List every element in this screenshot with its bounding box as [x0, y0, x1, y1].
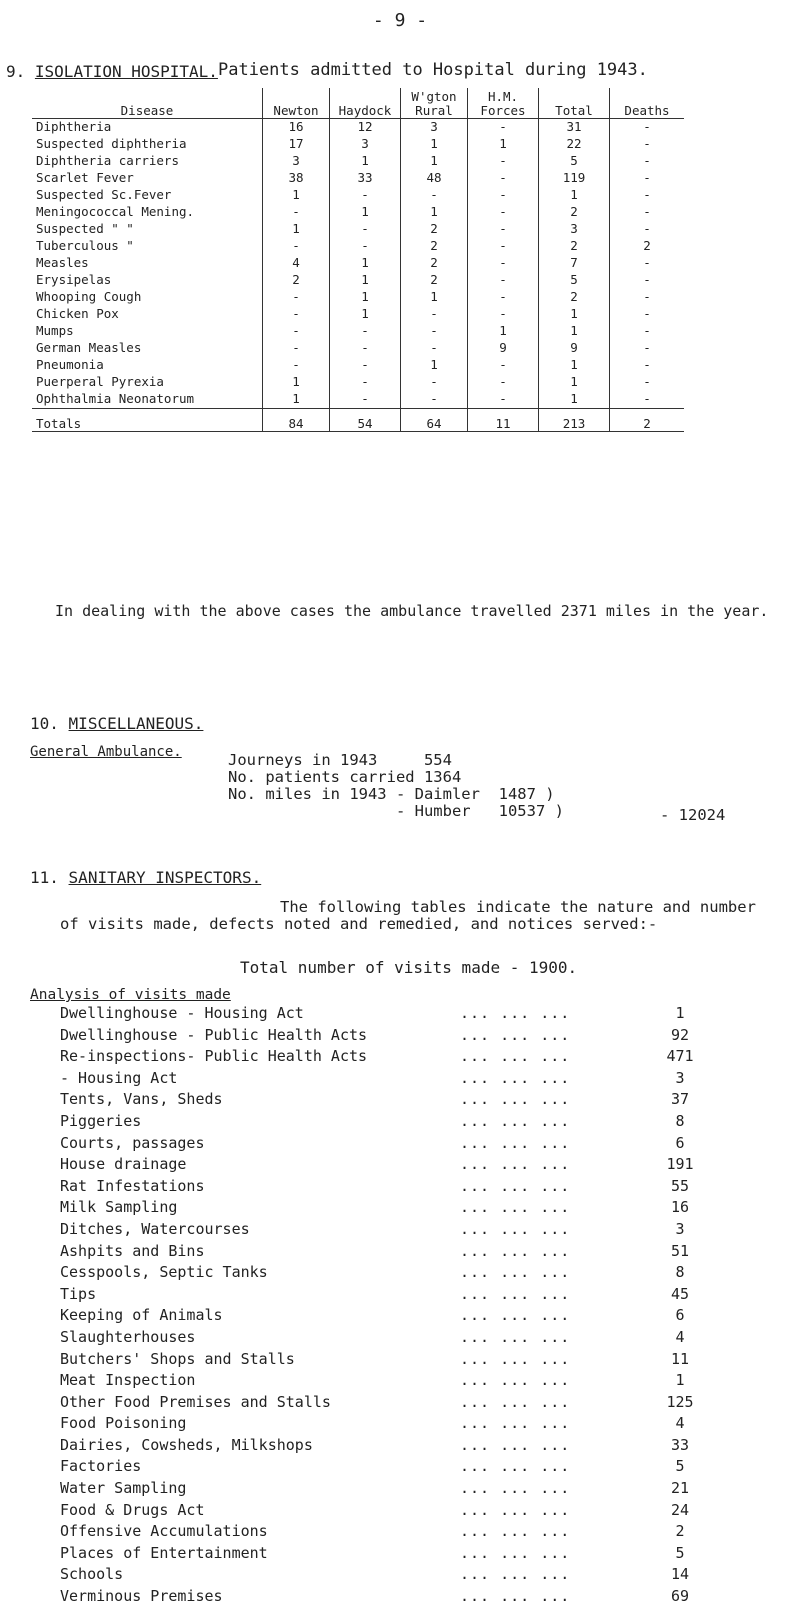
disease-cell: Chicken Pox [36, 306, 119, 321]
miles-humber-line: - Humber 10537 ) [228, 802, 564, 820]
section-title: ISOLATION HOSPITAL. [34, 62, 218, 81]
visit-row [60, 1262, 760, 1284]
leader-dots: ... ... ... [460, 1284, 571, 1303]
section-number: 11. [30, 868, 59, 887]
count-cell: - [468, 391, 539, 409]
visit-label: Meat Inspection [60, 1371, 196, 1390]
count-cell: 1 [263, 374, 330, 391]
count-cell: 1 [330, 255, 401, 272]
leader-dots: ... ... ... [460, 1263, 571, 1282]
count-cell: - [330, 323, 401, 340]
visit-count: 21 [670, 1479, 690, 1498]
count-cell: 1 [330, 289, 401, 306]
visit-row [60, 1176, 760, 1198]
table-row [32, 136, 684, 153]
count-cell: - [263, 340, 330, 357]
visit-row [60, 1089, 760, 1111]
count-cell: 22 [539, 136, 610, 153]
leader-dots: ... ... ... [460, 1090, 571, 1109]
count-cell: - [330, 340, 401, 357]
leader-dots: ... ... ... [460, 1587, 571, 1606]
visit-count: 471 [666, 1047, 694, 1066]
leader-dots: ... ... ... [460, 1068, 571, 1087]
visit-label: Milk Sampling [60, 1198, 178, 1217]
count-cell: - [468, 357, 539, 374]
count-cell: - [263, 357, 330, 374]
visit-label: Offensive Accumulations [60, 1522, 268, 1541]
disease-cell: Scarlet Fever [36, 170, 134, 185]
count-cell: 1 [401, 136, 468, 153]
section-number: 10. [30, 714, 59, 733]
patients-line: No. patients carried 1364 [228, 768, 462, 786]
visit-row [60, 1133, 760, 1155]
disease-cell: Suspected " " [36, 221, 134, 236]
count-cell: 1 [330, 204, 401, 221]
count-cell: - [610, 204, 685, 221]
leader-dots: ... ... ... [460, 1479, 571, 1498]
count-cell: 33 [330, 170, 401, 187]
visit-label: Slaughterhouses [60, 1327, 196, 1346]
count-cell: 1 [263, 391, 330, 409]
count-cell: - [263, 289, 330, 306]
visit-label: Other Food Premises and Stalls [60, 1392, 331, 1411]
visit-label: Factories [60, 1457, 142, 1476]
count-cell: - [401, 323, 468, 340]
count-cell: 38 [263, 170, 330, 187]
count-cell: - [263, 204, 330, 221]
count-cell: 2 [539, 204, 610, 221]
total-visits: Total number of visits made - 1900. [240, 958, 578, 977]
miles-total [660, 806, 725, 824]
visit-row [60, 1327, 760, 1349]
visit-label: Ashpits and Bins [60, 1241, 205, 1260]
count-cell: - [401, 374, 468, 391]
count-cell: 17 [263, 136, 330, 153]
visit-count: 8 [675, 1263, 685, 1282]
leader-dots: ... ... ... [460, 1543, 571, 1562]
visit-count: 8 [675, 1111, 685, 1130]
count-cell: 119 [539, 170, 610, 187]
count-cell: 31 [539, 119, 610, 137]
visit-label: Piggeries [60, 1111, 142, 1130]
count-cell: 1 [539, 323, 610, 340]
count-cell: 1 [468, 323, 539, 340]
count-cell: 1 [539, 306, 610, 323]
visit-row [60, 1413, 760, 1435]
disease-cell: Meningococcal Mening. [36, 204, 195, 219]
count-cell: 1 [539, 357, 610, 374]
table-row [32, 340, 684, 357]
leader-dots: ... ... ... [460, 1349, 571, 1368]
disease-cell: Diphtheria carriers [36, 153, 179, 168]
visit-label: Verminous Premises [60, 1587, 223, 1606]
count-cell: 2 [539, 289, 610, 306]
visit-label: Tents, Vans, Sheds [60, 1090, 223, 1109]
count-cell: 2 [610, 409, 685, 432]
count-cell: - [610, 306, 685, 323]
section-title: MISCELLANEOUS. [68, 714, 204, 733]
count-cell: - [468, 153, 539, 170]
journeys-line: Journeys in 1943 554 [228, 751, 452, 769]
visit-count: 1 [675, 1371, 685, 1390]
leader-dots: ... ... ... [460, 1133, 571, 1152]
count-cell: 48 [401, 170, 468, 187]
leader-dots: ... ... ... [460, 1371, 571, 1390]
visit-count: 55 [670, 1176, 690, 1195]
count-cell: - [610, 323, 685, 340]
miles-total-value: 12024 [678, 806, 726, 824]
visit-label: Cesspools, Septic Tanks [60, 1263, 268, 1282]
disease-cell: Erysipelas [36, 272, 112, 287]
admissions-body [32, 119, 684, 432]
visit-row [60, 1349, 760, 1371]
col-header-newton: Newton [263, 88, 330, 119]
count-cell: 7 [539, 255, 610, 272]
count-cell: 1 [539, 187, 610, 204]
table-row [32, 204, 684, 221]
general-ambulance-label: General Ambulance. [30, 744, 182, 760]
count-cell: - [468, 238, 539, 255]
count-cell: 1 [539, 374, 610, 391]
visit-row [60, 1521, 760, 1543]
count-cell: 1 [263, 221, 330, 238]
count-cell: - [610, 187, 685, 204]
count-cell: 2 [401, 238, 468, 255]
count-cell: - [401, 306, 468, 323]
visit-row [60, 1435, 760, 1457]
visits-list [60, 1003, 760, 1608]
count-cell: - [263, 306, 330, 323]
count-cell: 5 [539, 272, 610, 289]
count-cell: - [610, 374, 685, 391]
visit-label: Dwellinghouse - Public Health Acts [60, 1025, 368, 1044]
count-cell: - [468, 272, 539, 289]
count-cell: - [610, 340, 685, 357]
visit-row [60, 1392, 760, 1414]
leader-dots: ... ... ... [460, 1155, 571, 1174]
visit-label: Rat Infestations [60, 1176, 205, 1195]
count-cell: - [401, 391, 468, 409]
visit-label: Ditches, Watercourses [60, 1219, 250, 1238]
count-cell: - [468, 119, 539, 137]
count-cell: 1 [401, 357, 468, 374]
leader-dots: ... ... ... [460, 1327, 571, 1346]
count-cell: 16 [263, 119, 330, 137]
visit-label: Courts, passages [60, 1133, 205, 1152]
visit-count: 33 [670, 1435, 690, 1454]
disease-cell: Suspected Sc.Fever [36, 187, 172, 202]
visit-row [60, 1154, 760, 1176]
disease-cell: Whooping Cough [36, 289, 142, 304]
visit-label: Places of Entertainment [60, 1543, 268, 1562]
count-cell: - [610, 357, 685, 374]
visit-count: 3 [675, 1068, 685, 1087]
visit-row [60, 1241, 760, 1263]
analysis-heading: Analysis of visits made [30, 987, 231, 1003]
visit-label: Schools [60, 1565, 124, 1584]
count-cell: - [468, 170, 539, 187]
col-header-hm-forces: H.M. Forces [468, 88, 539, 119]
visit-count: 51 [670, 1241, 690, 1260]
visit-count: 125 [666, 1392, 694, 1411]
visit-row [60, 1543, 760, 1565]
leader-dots: ... ... ... [460, 1414, 571, 1433]
count-cell: - [330, 238, 401, 255]
count-cell: - [330, 374, 401, 391]
leader-dots: ... ... ... [460, 1565, 571, 1584]
visit-count: 69 [670, 1587, 690, 1606]
visit-count: 37 [670, 1090, 690, 1109]
count-cell: 54 [330, 409, 401, 432]
visit-row [60, 1197, 760, 1219]
count-cell: 3 [401, 119, 468, 137]
leader-dots: ... ... ... [460, 1522, 571, 1541]
count-cell: 84 [263, 409, 330, 432]
visit-count: 6 [675, 1133, 685, 1152]
count-cell: 2 [263, 272, 330, 289]
section-9-heading [6, 62, 218, 81]
admissions-table [32, 88, 684, 432]
count-cell: - [610, 119, 685, 137]
visit-count: 3 [675, 1219, 685, 1238]
visit-row [60, 1025, 760, 1047]
count-cell: - [610, 153, 685, 170]
count-cell: - [468, 187, 539, 204]
col-header-disease: Disease [32, 88, 263, 119]
table-row [32, 289, 684, 306]
table-row [32, 187, 684, 204]
count-cell: - [468, 221, 539, 238]
table-row [32, 391, 684, 409]
totals-row [32, 409, 684, 432]
col-header-deaths: Deaths [610, 88, 685, 119]
visit-count: 45 [670, 1284, 690, 1303]
visit-count: 92 [670, 1025, 690, 1044]
table-row [32, 221, 684, 238]
visit-count: 11 [670, 1349, 690, 1368]
count-cell: 1 [401, 289, 468, 306]
section-10-heading [30, 714, 203, 733]
count-cell: - [610, 255, 685, 272]
visit-label: Dairies, Cowsheds, Milkshops [60, 1435, 313, 1454]
count-cell: 213 [539, 409, 610, 432]
visit-row [60, 1478, 760, 1500]
count-cell: 1 [330, 153, 401, 170]
count-cell: 1 [330, 272, 401, 289]
visit-label: House drainage [60, 1155, 187, 1174]
count-cell: 2 [401, 221, 468, 238]
visit-row [60, 1564, 760, 1586]
disease-cell: Ophthalmia Neonatorum [36, 391, 195, 406]
disease-cell: Mumps [36, 323, 74, 338]
disease-cell: Puerperal Pyrexia [36, 374, 164, 389]
leader-dots: ... ... ... [460, 1111, 571, 1130]
leader-dots: ... ... ... [460, 1241, 571, 1260]
count-cell: 2 [401, 272, 468, 289]
visit-row [60, 1068, 760, 1090]
count-cell: 9 [468, 340, 539, 357]
count-cell: 1 [330, 306, 401, 323]
visit-count: 5 [675, 1543, 685, 1562]
brace-dash: - [660, 806, 679, 824]
disease-cell: Tuberculous " [36, 238, 134, 253]
inspectors-intro: The following tables indicate the nature and number of visits made, defects noted and remedied, and notices served:- [60, 898, 756, 933]
visit-row [60, 1219, 760, 1241]
count-cell: 2 [539, 238, 610, 255]
count-cell: - [330, 391, 401, 409]
visit-label: Keeping of Animals [60, 1306, 223, 1325]
col-header-total: Total [539, 88, 610, 119]
table-caption: Patients admitted to Hospital during 1943. [218, 60, 648, 80]
count-cell: - [468, 289, 539, 306]
table-row [32, 323, 684, 340]
count-cell: - [610, 289, 685, 306]
visit-count: 191 [666, 1155, 694, 1174]
visit-label: - Housing Act [60, 1068, 178, 1087]
visit-row [60, 1284, 760, 1306]
count-cell: - [330, 221, 401, 238]
count-cell: 1 [263, 187, 330, 204]
count-cell: 1 [539, 391, 610, 409]
count-cell: 2 [610, 238, 685, 255]
count-cell: 64 [401, 409, 468, 432]
leader-dots: ... ... ... [460, 1306, 571, 1325]
visit-row [60, 1370, 760, 1392]
table-row [32, 357, 684, 374]
visit-count: 4 [675, 1414, 685, 1433]
visit-label: Water Sampling [60, 1479, 187, 1498]
count-cell: 2 [401, 255, 468, 272]
count-cell: - [263, 323, 330, 340]
count-cell: 4 [263, 255, 330, 272]
count-cell: 3 [330, 136, 401, 153]
disease-cell: Suspected diphtheria [36, 136, 187, 151]
count-cell: - [610, 136, 685, 153]
visit-row [60, 1111, 760, 1133]
visit-count: 5 [675, 1457, 685, 1476]
count-cell: - [610, 221, 685, 238]
ambulance-stats [228, 752, 564, 820]
visit-count: 24 [670, 1500, 690, 1519]
col-header-haydock: Haydock [330, 88, 401, 119]
visit-label: Butchers' Shops and Stalls [60, 1349, 295, 1368]
disease-cell: Measles [36, 255, 89, 270]
leader-dots: ... ... ... [460, 1500, 571, 1519]
disease-cell: Diphtheria [36, 119, 112, 134]
leader-dots: ... ... ... [460, 1392, 571, 1411]
miles-daimler-line: No. miles in 1943 - Daimler 1487 ) [228, 785, 555, 803]
ambulance-note: In dealing with the above cases the ambulance travelled 2371 miles in the year. [55, 602, 769, 620]
leader-dots: ... ... ... [460, 1047, 571, 1066]
visit-label: Food & Drugs Act [60, 1500, 205, 1519]
visit-count: 2 [675, 1522, 685, 1541]
table-row [32, 119, 684, 137]
count-cell: 12 [330, 119, 401, 137]
leader-dots: ... ... ... [460, 1457, 571, 1476]
visit-label: Food Poisoning [60, 1414, 187, 1433]
table-row [32, 238, 684, 255]
count-cell: 3 [539, 221, 610, 238]
count-cell: - [468, 255, 539, 272]
visit-label: Tips [60, 1284, 97, 1303]
count-cell: - [468, 306, 539, 323]
leader-dots: ... ... ... [460, 1176, 571, 1195]
count-cell: - [401, 187, 468, 204]
disease-cell: German Measles [36, 340, 142, 355]
col-header-wgton-rural: W'gton Rural [401, 88, 468, 119]
section-11-heading [30, 868, 261, 887]
visit-count: 14 [670, 1565, 690, 1584]
count-cell: 3 [263, 153, 330, 170]
table-row [32, 255, 684, 272]
count-cell: 9 [539, 340, 610, 357]
table-header-row [32, 88, 684, 119]
leader-dots: ... ... ... [460, 1198, 571, 1217]
count-cell: - [610, 272, 685, 289]
section-number: 9. [6, 62, 26, 81]
count-cell: 11 [468, 409, 539, 432]
visit-row [60, 1456, 760, 1478]
disease-cell: Pneumonia [36, 357, 104, 372]
visit-count: 4 [675, 1327, 685, 1346]
count-cell: - [263, 238, 330, 255]
count-cell: - [401, 340, 468, 357]
visit-row [60, 1500, 760, 1522]
count-cell: - [330, 187, 401, 204]
count-cell: 1 [401, 153, 468, 170]
count-cell: - [330, 357, 401, 374]
table-row [32, 374, 684, 391]
visit-count: 16 [670, 1198, 690, 1217]
count-cell: 1 [401, 204, 468, 221]
visit-label: Dwellinghouse - Housing Act [60, 1004, 304, 1022]
table-row [32, 272, 684, 289]
page-number: - 9 - [372, 10, 428, 31]
disease-cell: Totals [32, 409, 263, 432]
count-cell: - [468, 374, 539, 391]
visit-count: 6 [675, 1306, 685, 1325]
count-cell: 1 [468, 136, 539, 153]
count-cell: - [468, 204, 539, 221]
table-row [32, 170, 684, 187]
count-cell: - [610, 391, 685, 409]
leader-dots: ... ... ... [460, 1435, 571, 1454]
visit-row [60, 1003, 760, 1025]
leader-dots: ... ... ... [460, 1025, 571, 1044]
table-row [32, 306, 684, 323]
visit-row [60, 1046, 760, 1068]
count-cell: - [610, 170, 685, 187]
count-cell: 5 [539, 153, 610, 170]
table-row [32, 153, 684, 170]
visit-row [60, 1586, 760, 1608]
visit-row [60, 1305, 760, 1327]
leader-dots: ... ... ... [460, 1004, 571, 1022]
section-title: SANITARY INSPECTORS. [68, 868, 262, 887]
visit-count: 1 [675, 1004, 685, 1022]
visit-label: Re-inspections- Public Health Acts [60, 1047, 368, 1066]
leader-dots: ... ... ... [460, 1219, 571, 1238]
